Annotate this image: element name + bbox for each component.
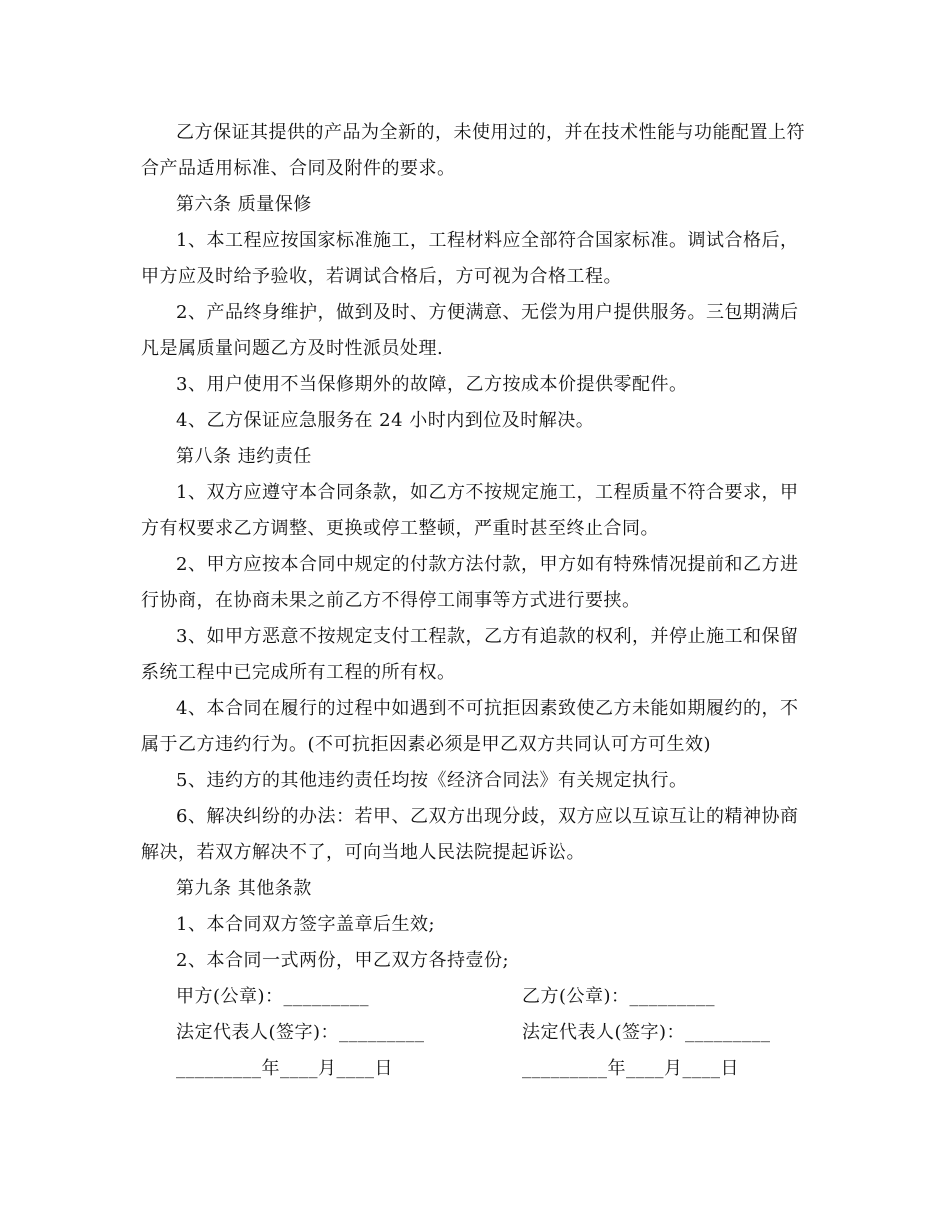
contract-body [141, 115, 813, 1087]
party-b-seal-field: 乙方(公章)：_________ [522, 986, 716, 1007]
paragraph-line: 1、本合同双方签字盖章后生效; [176, 914, 436, 935]
paragraph-line: 2、产品终身维护，做到及时、方便满意、无偿为用户提供服务。三包期满后 [176, 302, 799, 323]
paragraph-line: 解决，若双方解决不了，可向当地人民法院提起诉讼。 [141, 842, 585, 863]
party-b-representative-field: 法定代表人(签字)：_________ [522, 1022, 771, 1043]
paragraph-line: 2、甲方应按本合同中规定的付款方法付款，甲方如有特殊情况提前和乙方进 [176, 554, 799, 575]
signature-row-date [141, 1051, 813, 1087]
party-b-date-field: _________年____月____日 [522, 1058, 739, 1079]
paragraph-line: 2、本合同一式两份，甲乙双方各持壹份; [176, 950, 510, 971]
section-heading-quality-warranty: 第六条 质量保修 [176, 194, 312, 215]
paragraph-line: 方有权要求乙方调整、更换或停工整顿，严重时甚至终止合同。 [141, 518, 659, 539]
paragraph-line: 3、用户使用不当保修期外的故障，乙方按成本价提供零配件。 [176, 374, 688, 395]
signature-row-seal [141, 979, 813, 1015]
section-heading-breach-liability: 第八条 违约责任 [176, 446, 312, 467]
paragraph-line: 合产品适用标准、合同及附件的要求。 [141, 158, 456, 179]
paragraph-line: 乙方保证其提供的产品为全新的，未使用过的，并在技术性能与功能配置上符 [176, 122, 805, 143]
paragraph-line: 凡是属质量问题乙方及时性派员处理. [141, 338, 444, 359]
signature-row-representative [141, 1015, 813, 1051]
paragraph-line: 1、本工程应按国家标准施工，工程材料应全部符合国家标准。调试合格后， [176, 230, 799, 251]
paragraph-line: 属于乙方违约行为。(不可抗拒因素必须是甲乙双方共同认可方可生效) [141, 734, 712, 755]
paragraph-line: 1、双方应遵守本合同条款，如乙方不按规定施工，工程质量不符合要求，甲 [176, 482, 799, 503]
party-a-date-field: _________年____月____日 [176, 1058, 393, 1079]
paragraph-line: 3、如甲方恶意不按规定支付工程款，乙方有追款的权利，并停止施工和保留 [176, 626, 799, 647]
paragraph-line: 5、违约方的其他违约责任均按《经济合同法》有关规定执行。 [176, 770, 688, 791]
party-a-seal-field: 甲方(公章)：_________ [176, 986, 370, 1007]
paragraph-line: 系统工程中已完成所有工程的所有权。 [141, 662, 456, 683]
paragraph-line: 4、本合同在履行的过程中如遇到不可抗拒因素致使乙方未能如期履约的，不 [176, 698, 799, 719]
section-heading-other-terms: 第九条 其他条款 [176, 878, 312, 899]
paragraph-line: 甲方应及时给予验收，若调试合格后，方可视为合格工程。 [141, 266, 622, 287]
paragraph-line: 4、乙方保证应急服务在 24 小时内到位及时解决。 [176, 410, 595, 431]
party-a-representative-field: 法定代表人(签字)：_________ [176, 1022, 425, 1043]
paragraph-line: 行协商，在协商未果之前乙方不得停工闹事等方式进行要挟。 [141, 590, 641, 611]
paragraph-line: 6、解决纠纷的办法：若甲、乙双方出现分歧，双方应以互谅互让的精神协商 [176, 806, 799, 827]
